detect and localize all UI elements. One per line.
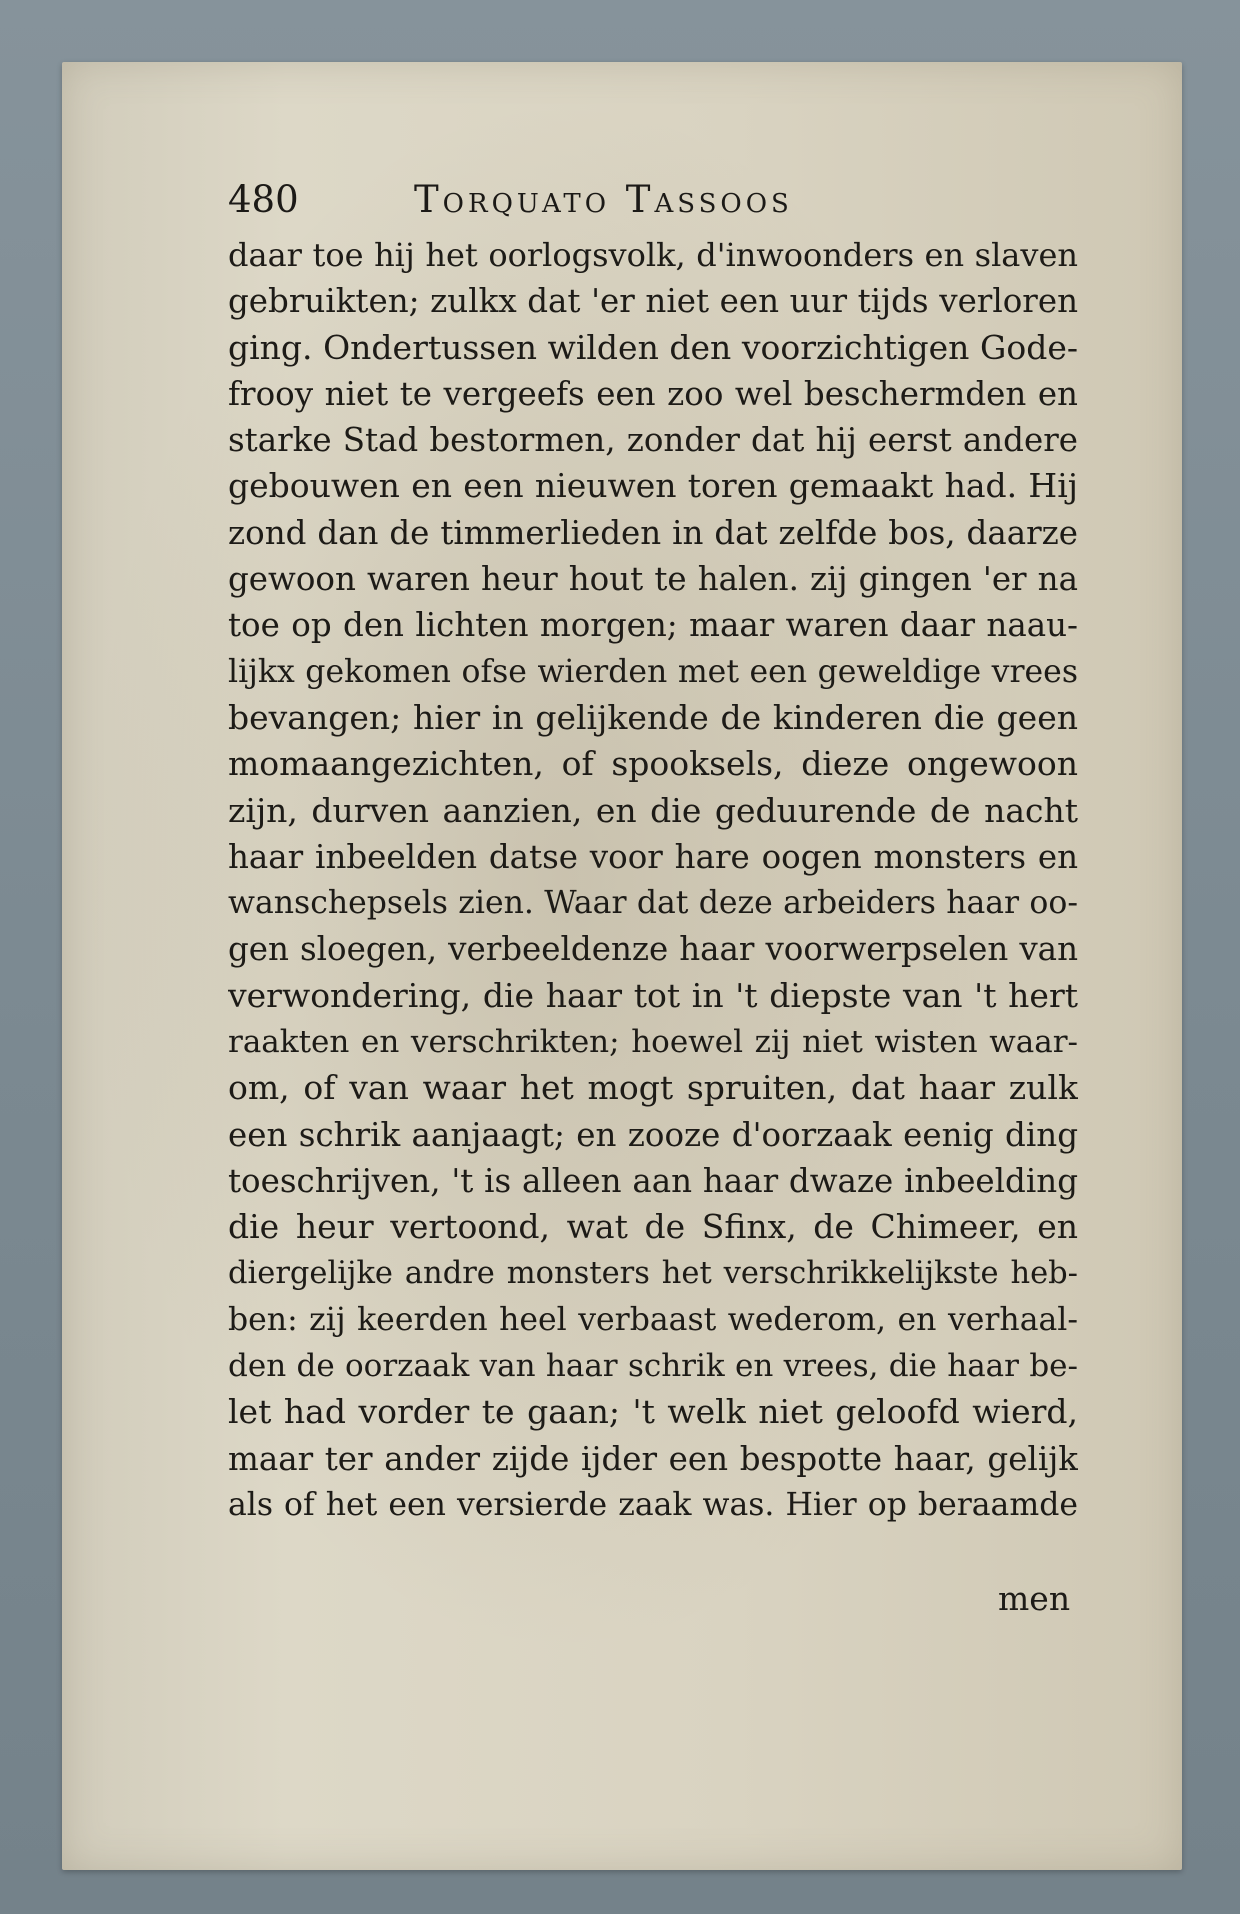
text-line: bevangen; hier in gelijkende de kinderen die geen — [228, 697, 1078, 737]
text-line: starke Stad bestormen, zonder dat hij eerst andere — [228, 421, 1078, 460]
text-line: die heur vertoond, wat de Sfinx, de Chimeer, en — [228, 1207, 1078, 1247]
running-head: Torquato Tassoos — [414, 178, 793, 221]
text-line: gebruikten; zulkx dat 'er niet een uur tijds verloren — [228, 282, 1078, 321]
text-line: ging. Ondertussen wilden den voorzichtigen Gode- — [228, 327, 1078, 367]
catchword: men — [998, 1579, 1071, 1618]
text-line: diergelijke andre monsters het verschrikkelijkste heb- — [228, 1255, 1078, 1291]
text-line: verwondering, die haar tot in 't diepste van 't hert — [228, 975, 1078, 1015]
text-line: lijkx gekomen ofse wierden met een geweldige vrees — [228, 653, 1078, 690]
body-text — [228, 232, 1078, 1528]
text-line: momaangezichten, of spooksels, dieze ongewoon — [228, 744, 1078, 784]
text-line: om, of van waar het mogt spruiten, dat haar zulk — [228, 1068, 1078, 1108]
text-line: toe op den lichten morgen; maar waren daar naau- — [228, 606, 1078, 645]
text-line: frooy niet te vergeefs een zoo wel beschermden en — [228, 374, 1078, 413]
text-line: als of het een versierde zaak was. Hier op beraamde — [228, 1487, 1078, 1524]
page-number: 480 — [228, 178, 299, 221]
text-line: maar ter ander zijde ijder een bespotte haar, gelijk — [228, 1439, 1078, 1478]
text-line: wanschepsels zien. Waar dat deze arbeiders haar oo- — [228, 885, 1078, 922]
page-header — [228, 178, 1068, 228]
text-line: den de oorzaak van haar schrik en vrees, die haar be- — [228, 1348, 1078, 1385]
text-line: ben: zij keerden heel verbaast wederom, en verhaal- — [228, 1301, 1078, 1338]
text-line: zond dan de timmerlieden in dat zelfde bos, daarze — [228, 513, 1078, 552]
text-line: gen sloegen, verbeeldenze haar voorwerpselen van — [228, 930, 1078, 969]
text-line: raakten en verschrikten; hoewel zij niet wisten waar- — [228, 1024, 1078, 1061]
text-line: gewoon waren heur hout te halen. zij gingen 'er na — [228, 560, 1078, 599]
text-line: een schrik aanjaagt; en zooze d'oorzaak eenig ding — [228, 1115, 1078, 1154]
text-line: daar toe hij het oorlogsvolk, d'inwoonders en slaven — [228, 236, 1078, 274]
text-line: toeschrijven, 't is alleen aan haar dwaze inbeelding — [228, 1161, 1078, 1200]
text-line: haar inbeelden datse voor hare oogen monsters en — [228, 837, 1078, 876]
text-line: let had vorder te gaan; 't welk niet geloofd wierd, — [228, 1392, 1078, 1432]
text-line: gebouwen en een nieuwen toren gemaakt had. Hij — [228, 466, 1078, 506]
text-line: zijn, durven aanzien, en die geduurende de nacht — [228, 790, 1078, 830]
